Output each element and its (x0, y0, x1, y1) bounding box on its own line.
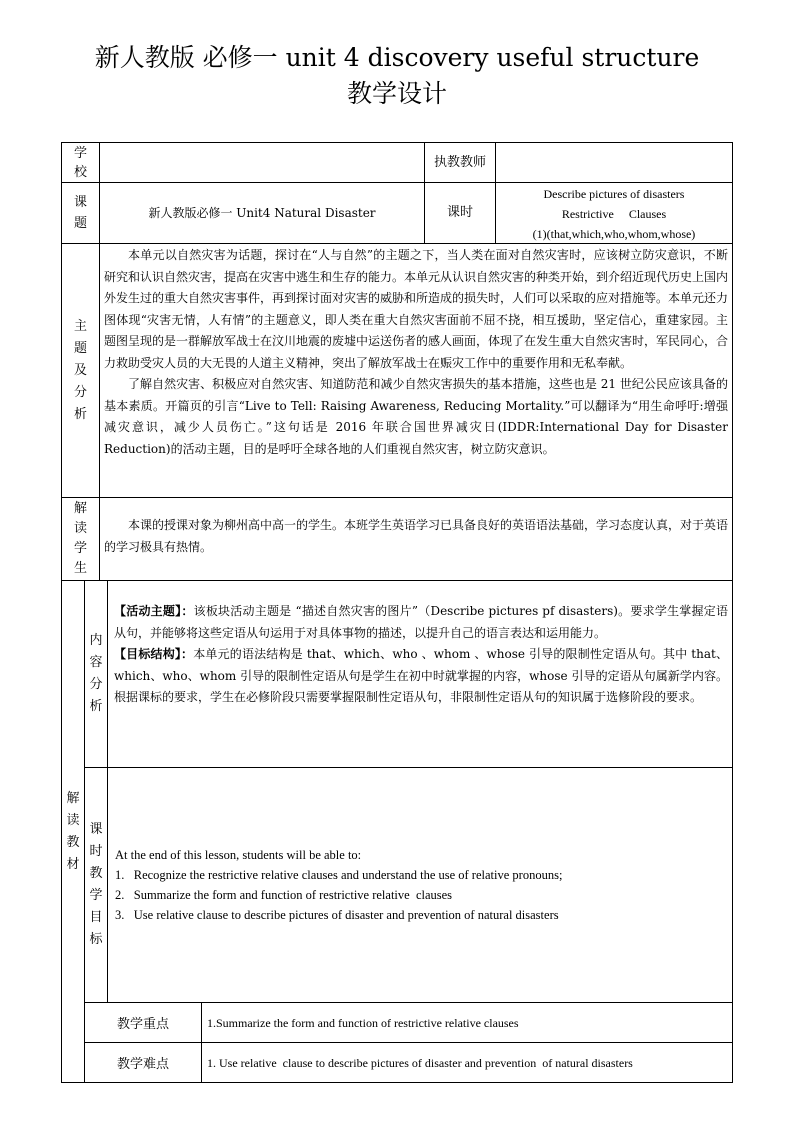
objective-item-1: 1. Recognize the restrictive relative clauses and understand the use of relative pronouns; (115, 868, 563, 882)
students-paragraph: 本课的授课对象为柳州高中高一的学生。本班学生英语学习已具备良好的英语语法基础，学习态度认真，对于英语的学习极具有热情。 (104, 518, 729, 554)
period-line-1: Describe pictures of disasters (543, 187, 685, 201)
objectives-label: 课时教学目标 (89, 822, 103, 947)
document-title (0, 40, 794, 112)
difficult-point-text: 1. Use relative clause to describe pictures of disaster and prevention of natural disasters (207, 1055, 633, 1070)
students-content (104, 515, 728, 577)
difficult-point-label: 教学难点 (116, 1057, 169, 1072)
theme-label: 主题及分析 (73, 318, 87, 422)
theme-paragraph-1: 本单元以自然灾害为话题，探讨在“人与自然”的主题之下，当人类在面对自然灾害时，应该树立防灾意识，不断研究和认识自然灾害，提高在灾害中逃生和生存的能力。本单元从认识自然灾害的种类开始，到介绍近现代历史上国内外发生过的重大自然灾害事件，再到探讨面对灾害的威胁和所造成的损失时，人们可以采取的应对措施等。本单元还力图体现“灾害无情，人有情”的主题意义，即人类在重大自然灾害面前不屈不挠，相互援助，坚定信心，重建家园。主题图呈现的是一群解放军战士在汶川地震的废墟中运送伤者的感人画面，体现了在发生重大自然灾害时，军民同心，合力救助受灾人员的大无畏的人道主义精神，突出了解放军战士在赈灾工作中的重要作用和无私奉献。 (104, 248, 729, 370)
key-point-label: 教学重点 (116, 1017, 169, 1032)
content-analysis-label: 内容分析 (89, 633, 103, 714)
target-heading: 【目标结构】： (114, 647, 194, 661)
key-point-text: 1.Summarize the form and function of restrictive relative clauses (207, 1015, 519, 1030)
topic-label: 课题 (73, 195, 87, 231)
activity-heading: 【活动主题】： (114, 604, 194, 618)
topic-value: 新人教版必修一 Unit4 Natural Disaster (148, 206, 376, 220)
theme-paragraph-2: 了解自然灾害、积极应对自然灾害、知道防范和减少自然灾害损失的基本措施，这些也是 21 世纪公民应该具备的基本素质。开篇页的引言“Live to Tell: Raising Awareness, Reducing Mortality.”可以翻译为“用生命呼吁:增强减灾意识，减少人员伤亡。”这句话是 2016 年联合国世界减灾日(IDDR:International Day for Disaster Reduction)的活动主题，目的是呼吁全球各地的人们重视自然灾害，树立防灾意识。 (104, 377, 728, 456)
period-line-2: Restrictive Clauses (561, 207, 667, 221)
period-label: 课时 (446, 205, 473, 220)
students-label: 解读学生 (73, 501, 87, 576)
objectives-intro: At the end of this lesson, students will be able to: (115, 848, 362, 862)
period-value (496, 183, 732, 243)
activity-paragraph (114, 601, 728, 644)
title-line-1: 新人教版 必修一 unit 4 discovery useful structure (94, 43, 700, 72)
target-paragraph (114, 644, 728, 709)
activity-text: 该板块活动主题是 “描述自然灾害的图片”（Describe pictures pf disasters)。要求学生掌握定语从句，并能够将这些定语从句运用于对具体事物的描述，以提升自己的语言表达和运用能力。 (114, 604, 728, 640)
objective-item-3: 3. Use relative clause to describe pictures of disaster and prevention of natural disasters (115, 908, 559, 922)
theme-content (104, 245, 728, 497)
title-line-2: 教学设计 (346, 79, 447, 108)
school-value (100, 143, 424, 182)
teacher-value (496, 143, 732, 182)
period-line-3: (1)(that,which,who,whom,whose) (532, 227, 696, 241)
target-text: 本单元的语法结构是 that、which、who 、whom 、whose 引导的限制性定语从句。其中 that、which、who、whom 引导的限制性定语从句是学生在初中时就掌握的内容，whose 引导的定语从句属新学内容。根据课标的要求，学生在必修阶段只需要掌握限制性定语从句，非限制性定语从句的知识属于选修阶段的要求。 (114, 647, 728, 704)
content-analysis-text (114, 601, 728, 761)
teacher-label: 执教教师 (433, 154, 486, 170)
objective-item-2: 2. Summarize the form and function of restrictive relative clauses (115, 888, 453, 902)
school-label: 学校 (73, 145, 87, 180)
objectives-content (115, 845, 727, 945)
materials-label: 解读教材 (66, 790, 80, 872)
